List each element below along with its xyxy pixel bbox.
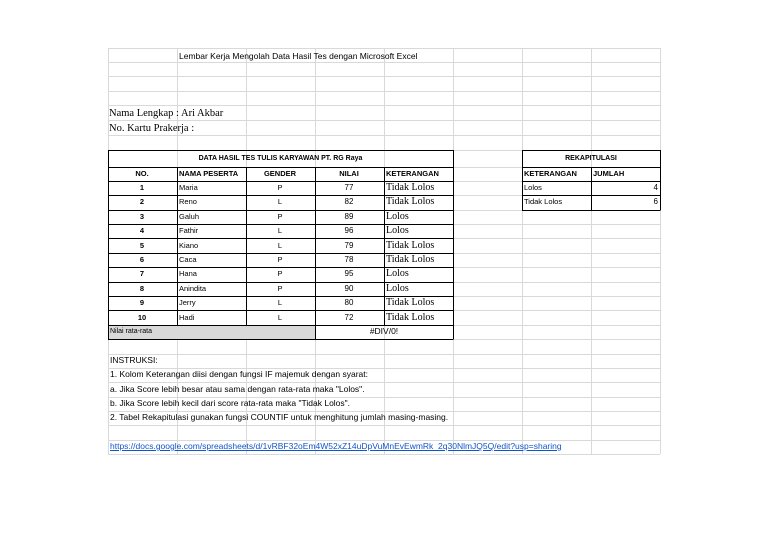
cell-gender: P	[277, 255, 283, 264]
cell-nilai: 79	[344, 241, 354, 250]
rekap-header-jumlah: JUMLAH	[593, 169, 625, 178]
cell-nilai: 72	[344, 313, 354, 322]
cell-nama: Caca	[179, 255, 197, 264]
instruction-line: 2. Tabel Rekapitulasi gunakan fungsi COUNTIF untuk menghitung jumlah masing-masing.	[110, 412, 449, 422]
cell-nilai: 78	[344, 255, 354, 264]
header-nilai: NILAI	[339, 169, 359, 178]
avg-value: #DIV/0!	[369, 326, 399, 336]
cell-keterangan: Lolos	[386, 225, 409, 236]
cell-keterangan: Lolos	[386, 211, 409, 222]
cell-keterangan: Tidak Lolos	[386, 297, 435, 308]
avg-label: Nilai rata-rata	[110, 328, 153, 335]
cell-no: 6	[139, 255, 145, 264]
cell-no: 4	[139, 226, 145, 235]
cell-keterangan: Tidak Lolos	[386, 182, 435, 193]
cell-no: 3	[139, 212, 145, 221]
cell-nama: Reno	[179, 197, 197, 206]
cell-no: 1	[139, 183, 145, 192]
main-table-title: DATA HASIL TES TULIS KARYAWAN PT. RG Raya	[198, 155, 363, 162]
cell-nilai: 77	[344, 183, 354, 192]
cell-keterangan: Tidak Lolos	[386, 312, 435, 323]
cell-no: 7	[139, 269, 145, 278]
instruction-line: a. Jika Score lebih besar atau sama dengan rata-rata maka "Lolos".	[110, 384, 365, 394]
no-kartu-label: No. Kartu Prakerja :	[109, 123, 195, 134]
rekap-row-value: 4	[653, 183, 658, 192]
cell-nama: Galuh	[179, 212, 200, 221]
cell-nama: Anindita	[179, 284, 207, 293]
cell-nilai: 80	[344, 298, 354, 307]
cell-nama: Kiano	[179, 241, 199, 250]
cell-nilai: 95	[344, 269, 354, 278]
cell-no: 2	[139, 197, 145, 206]
cell-keterangan: Tidak Lolos	[386, 254, 435, 265]
rekap-row-label: Tidak Lolos	[524, 197, 563, 206]
cell-gender: L	[277, 298, 283, 307]
cell-no: 5	[139, 241, 145, 250]
header-nama: NAMA PESERTA	[179, 169, 239, 178]
rekap-row-value: 6	[653, 197, 658, 206]
cell-no: 9	[139, 298, 145, 307]
cell-nilai: 89	[344, 212, 354, 221]
cell-nilai: 82	[344, 197, 354, 206]
cell-keterangan: Lolos	[386, 283, 409, 294]
spreadsheet-link[interactable]: https://docs.google.com/spreadsheets/d/1vRBF32oEm4W52xZ14uDpVuMnEvEwmRk_2q30NlmJQ5Q/edit?usp=sharing	[110, 441, 562, 451]
cell-gender: P	[277, 269, 283, 278]
cell-nama: Hadi	[179, 313, 195, 322]
rekap-header-keterangan: KETERANGAN	[524, 169, 577, 178]
header-gender: GENDER	[263, 169, 297, 178]
sheet-title: Lembar Kerja Mengolah Data Hasil Tes dengan Microsoft Excel	[179, 51, 418, 61]
instruction-line: 1. Kolom Keterangan diisi dengan fungsi IF majemuk dengan syarat:	[110, 369, 368, 379]
cell-gender: P	[277, 284, 283, 293]
instruction-line: b. Jika Score lebih kecil dari score rata-rata maka "Tidak Lolos".	[110, 398, 351, 408]
rekap-row-label: Lolos	[524, 183, 542, 192]
cell-gender: L	[277, 313, 283, 322]
cell-no: 10	[137, 313, 147, 322]
cell-no: 8	[139, 284, 145, 293]
cell-nama: Jerry	[179, 298, 196, 307]
cell-nilai: 90	[344, 284, 354, 293]
cell-keterangan: Tidak Lolos	[386, 240, 435, 251]
cell-gender: P	[277, 212, 283, 221]
cell-nilai: 96	[344, 226, 354, 235]
cell-keterangan: Lolos	[386, 268, 409, 279]
cell-gender: L	[277, 197, 283, 206]
cell-nama: Hana	[179, 269, 197, 278]
cell-nama: Fathir	[179, 226, 199, 235]
cell-nama: Maria	[179, 183, 198, 192]
cell-keterangan: Tidak Lolos	[386, 196, 435, 207]
instructions-heading: INSTRUKSI:	[110, 355, 158, 365]
cell-gender: P	[277, 183, 283, 192]
nama-lengkap-label: Nama Lengkap : Ari Akbar	[109, 108, 224, 119]
header-keterangan: KETERANGAN	[386, 169, 439, 178]
rekap-title: REKAPITULASI	[565, 155, 617, 162]
header-no: NO.	[135, 169, 149, 178]
cell-gender: L	[277, 241, 283, 250]
cell-gender: L	[277, 226, 283, 235]
